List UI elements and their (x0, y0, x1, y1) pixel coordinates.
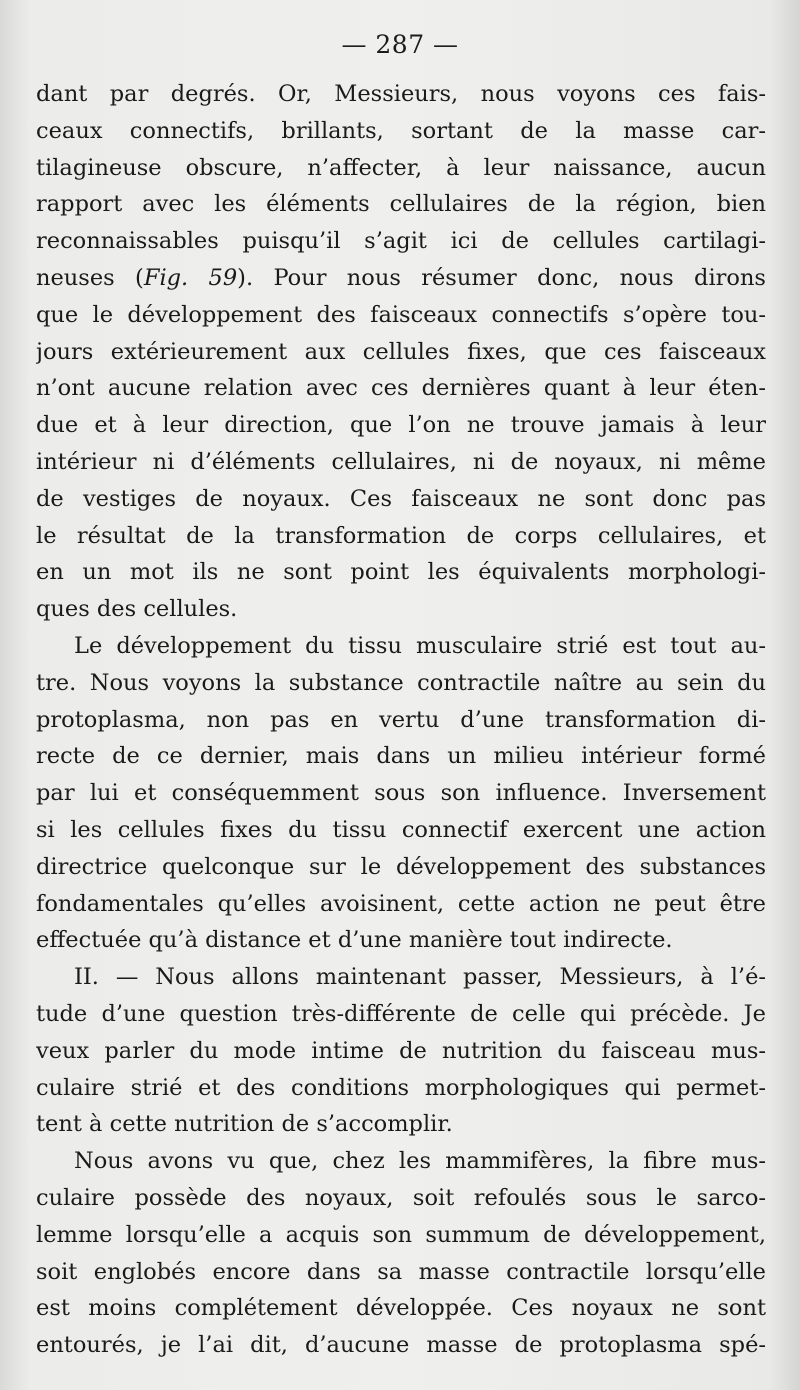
text-line: que le développement des faisceaux connectifs s’opère tou- (36, 301, 766, 328)
text-line: tent à cette nutrition de s’accomplir. (36, 1111, 453, 1138)
text-line: de vestiges de noyaux. Ces faisceaux ne sont donc pas (36, 485, 766, 512)
text-line: lemme lorsqu’elle a acquis son summum de développement, (36, 1221, 766, 1248)
text-line: n’ont aucune relation avec ces dernières quant à leur éten- (36, 375, 766, 402)
text-line: entourés, je l’ai dit, d’aucune masse de protoplasma spé- (36, 1332, 766, 1359)
body-text (36, 76, 766, 1364)
text-line: jours extérieurement aux cellules fixes, que ces faisceaux (36, 338, 766, 365)
text-line: veux parler du mode intime de nutrition du faisceau mus- (36, 1037, 766, 1064)
text-line: culaire possède des noyaux, soit refoulés sous le sarco- (36, 1184, 766, 1211)
text-line: culaire strié et des conditions morphologiques qui permet- (36, 1074, 766, 1101)
text-line: tude d’une question très-différente de celle qui précède. Je (36, 1000, 766, 1027)
text-line: soit englobés encore dans sa masse contractile lorsqu’elle (36, 1258, 766, 1285)
text-line: II. — Nous allons maintenant passer, Messieurs, à l’é- (74, 964, 766, 991)
text-line: Le développement du tissu musculaire strié est tout au- (74, 632, 766, 659)
text-line: fondamentales qu’elles avoisinent, cette action ne peut être (36, 890, 766, 917)
text-line: neuses (Fig. 59). Pour nous résumer donc, nous dirons (36, 264, 766, 291)
text-line: effectuée qu’à distance et d’une manière tout indirecte. (36, 927, 673, 954)
page-number: — 287 — (341, 30, 459, 59)
text-line: en un mot ils ne sont point les équivalents morphologi- (36, 559, 766, 586)
text-line: le résultat de la transformation de corps cellulaires, et (36, 522, 766, 549)
text-line: si les cellules fixes du tissu connectif exercent une action (36, 816, 766, 843)
text-line: reconnaissables puisqu’il s’agit ici de cellules cartilagi- (36, 228, 766, 255)
text-line: tilagineuse obscure, n’affecter, à leur naissance, aucun (36, 154, 766, 181)
text-line: intérieur ni d’éléments cellulaires, ni de noyaux, ni même (36, 448, 766, 475)
text-line: directrice quelconque sur le développement des substances (36, 853, 766, 880)
text-line: Nous avons vu que, chez les mammifères, la fibre mus- (74, 1148, 766, 1175)
text-line: rapport avec les éléments cellulaires de la région, bien (36, 191, 766, 218)
figure-reference: Fig. 59 (143, 264, 238, 291)
text-line: par lui et conséquemment sous son influence. Inversement (36, 780, 766, 807)
text-line: ques des cellules. (36, 596, 238, 623)
text-line: dant par degrés. Or, Messieurs, nous voyons ces fais- (36, 81, 766, 107)
text-line: recte de ce dernier, mais dans un milieu intérieur formé (36, 743, 766, 770)
text-line: tre. Nous voyons la substance contractile naître au sein du (36, 669, 766, 696)
text-line: protoplasma, non pas en vertu d’une transformation di- (36, 706, 766, 733)
text-line: ceaux connectifs, brillants, sortant de la masse car- (36, 117, 766, 144)
text-line: est moins complétement développée. Ces noyaux ne sont (36, 1295, 766, 1322)
text-line: due et à leur direction, que l’on ne trouve jamais à leur (36, 412, 766, 439)
